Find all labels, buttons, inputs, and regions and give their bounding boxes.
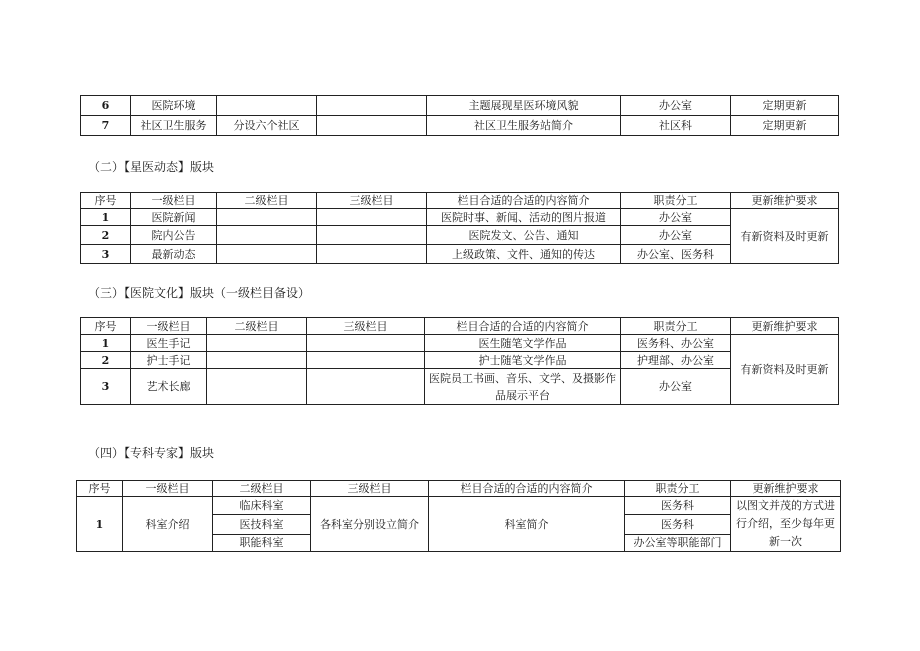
header-level2: 二级栏目 (207, 318, 307, 335)
level1-column: 护士手记 (131, 352, 207, 369)
table-continued (80, 95, 839, 136)
level3-column (317, 209, 427, 226)
content-description: 社区卫生服务站简介 (427, 116, 621, 136)
level1-column: 艺术长廊 (131, 369, 207, 405)
duty-assignment: 办公室 (621, 209, 731, 226)
table-row (81, 335, 839, 352)
level2-column: 医技科室 (213, 515, 311, 534)
header-requirement: 更新维护要求 (731, 318, 839, 335)
header-duty: 职责分工 (621, 193, 731, 209)
section2-table (80, 192, 839, 264)
level3-column (317, 116, 427, 136)
level1-column: 医生手记 (131, 335, 207, 352)
header-level2: 二级栏目 (213, 481, 311, 497)
level2-column: 职能科室 (213, 534, 311, 551)
header-number: 序号 (77, 481, 123, 497)
update-requirement: 有新资料及时更新 (731, 335, 839, 405)
level2-column (207, 369, 307, 405)
level3-column (317, 226, 427, 245)
duty-assignment: 医务科、办公室 (621, 335, 731, 352)
duty-assignment: 医务科 (625, 497, 731, 515)
content-description: 医生随笔文学作品 (425, 335, 621, 352)
level3-column (307, 352, 425, 369)
level2-column (207, 352, 307, 369)
table-row (81, 369, 839, 405)
section-heading: （二）【星医动态】版块 (88, 160, 215, 174)
header-level3: 三级栏目 (311, 481, 429, 497)
section-heading: （三）【医院文化】版块（一级栏目备设） (88, 286, 311, 300)
duty-assignment: 护理部、办公室 (621, 352, 731, 369)
row-number: 3 (81, 369, 131, 405)
table-row (81, 209, 839, 226)
level2-column (217, 209, 317, 226)
header-description: 栏目合适的合适的内容简介 (425, 318, 621, 335)
duty-assignment: 办公室 (621, 226, 731, 245)
row-number: 3 (81, 245, 131, 264)
level1-column: 社区卫生服务 (131, 116, 217, 136)
update-requirement: 以图文并茂的方式进行介绍，至少每年更新一次 (731, 497, 841, 552)
level1-column: 院内公告 (131, 226, 217, 245)
duty-assignment: 办公室、医务科 (621, 245, 731, 264)
content-description: 科室简介 (429, 497, 625, 552)
content-description: 护士随笔文学作品 (425, 352, 621, 369)
level2-column: 分设六个社区 (217, 116, 317, 136)
level2-column (207, 335, 307, 352)
table-row (81, 96, 839, 116)
section3-table (80, 317, 839, 405)
level2-column (217, 96, 317, 116)
header-level2: 二级栏目 (217, 193, 317, 209)
header-level1: 一级栏目 (123, 481, 213, 497)
header-number: 序号 (81, 318, 131, 335)
level1-column: 医院环境 (131, 96, 217, 116)
header-requirement: 更新维护要求 (731, 481, 841, 497)
row-number: 1 (77, 497, 123, 552)
row-number: 6 (81, 96, 131, 116)
level3-column (307, 369, 425, 405)
row-number: 1 (81, 209, 131, 226)
table-header-row (81, 193, 839, 209)
table-row (81, 352, 839, 369)
update-requirement: 定期更新 (731, 96, 839, 116)
content-description: 医院时事、新闻、活动的图片报道 (427, 209, 621, 226)
level2-column: 临床科室 (213, 497, 311, 515)
section-heading: （四）【专科专家】版块 (88, 446, 215, 460)
table-row (81, 116, 839, 136)
level3-column (317, 96, 427, 116)
duty-assignment: 社区科 (621, 116, 731, 136)
content-description: 上级政策、文件、通知的传达 (427, 245, 621, 264)
header-duty: 职责分工 (625, 481, 731, 497)
header-level3: 三级栏目 (307, 318, 425, 335)
update-requirement: 有新资料及时更新 (731, 209, 839, 264)
level2-column (217, 226, 317, 245)
level1-column: 医院新闻 (131, 209, 217, 226)
duty-assignment: 办公室 (621, 369, 731, 405)
row-number: 2 (81, 226, 131, 245)
level2-column (217, 245, 317, 264)
section4-table (76, 480, 841, 552)
content-description: 医院发文、公告、通知 (427, 226, 621, 245)
duty-assignment: 办公室等职能部门 (625, 534, 731, 551)
level3-column (307, 335, 425, 352)
level3-column (317, 245, 427, 264)
update-requirement: 定期更新 (731, 116, 839, 136)
table-row (77, 497, 841, 515)
header-requirement: 更新维护要求 (731, 193, 839, 209)
header-description: 栏目合适的合适的内容简介 (429, 481, 625, 497)
duty-assignment: 医务科 (625, 515, 731, 534)
content-description: 医院员工书画、音乐、文学、及摄影作品展示平台 (425, 369, 621, 405)
table-header-row (77, 481, 841, 497)
header-level3: 三级栏目 (317, 193, 427, 209)
table-row (81, 245, 839, 264)
header-description: 栏目合适的合适的内容简介 (427, 193, 621, 209)
content-description: 主题展现星医环境风貌 (427, 96, 621, 116)
row-number: 2 (81, 352, 131, 369)
level1-column: 最新动态 (131, 245, 217, 264)
row-number: 7 (81, 116, 131, 136)
header-number: 序号 (81, 193, 131, 209)
header-level1: 一级栏目 (131, 318, 207, 335)
level3-column: 各科室分别设立简介 (311, 497, 429, 552)
level1-column: 科室介绍 (123, 497, 213, 552)
table-row (81, 226, 839, 245)
duty-assignment: 办公室 (621, 96, 731, 116)
row-number: 1 (81, 335, 131, 352)
header-level1: 一级栏目 (131, 193, 217, 209)
header-duty: 职责分工 (621, 318, 731, 335)
table-header-row (81, 318, 839, 335)
